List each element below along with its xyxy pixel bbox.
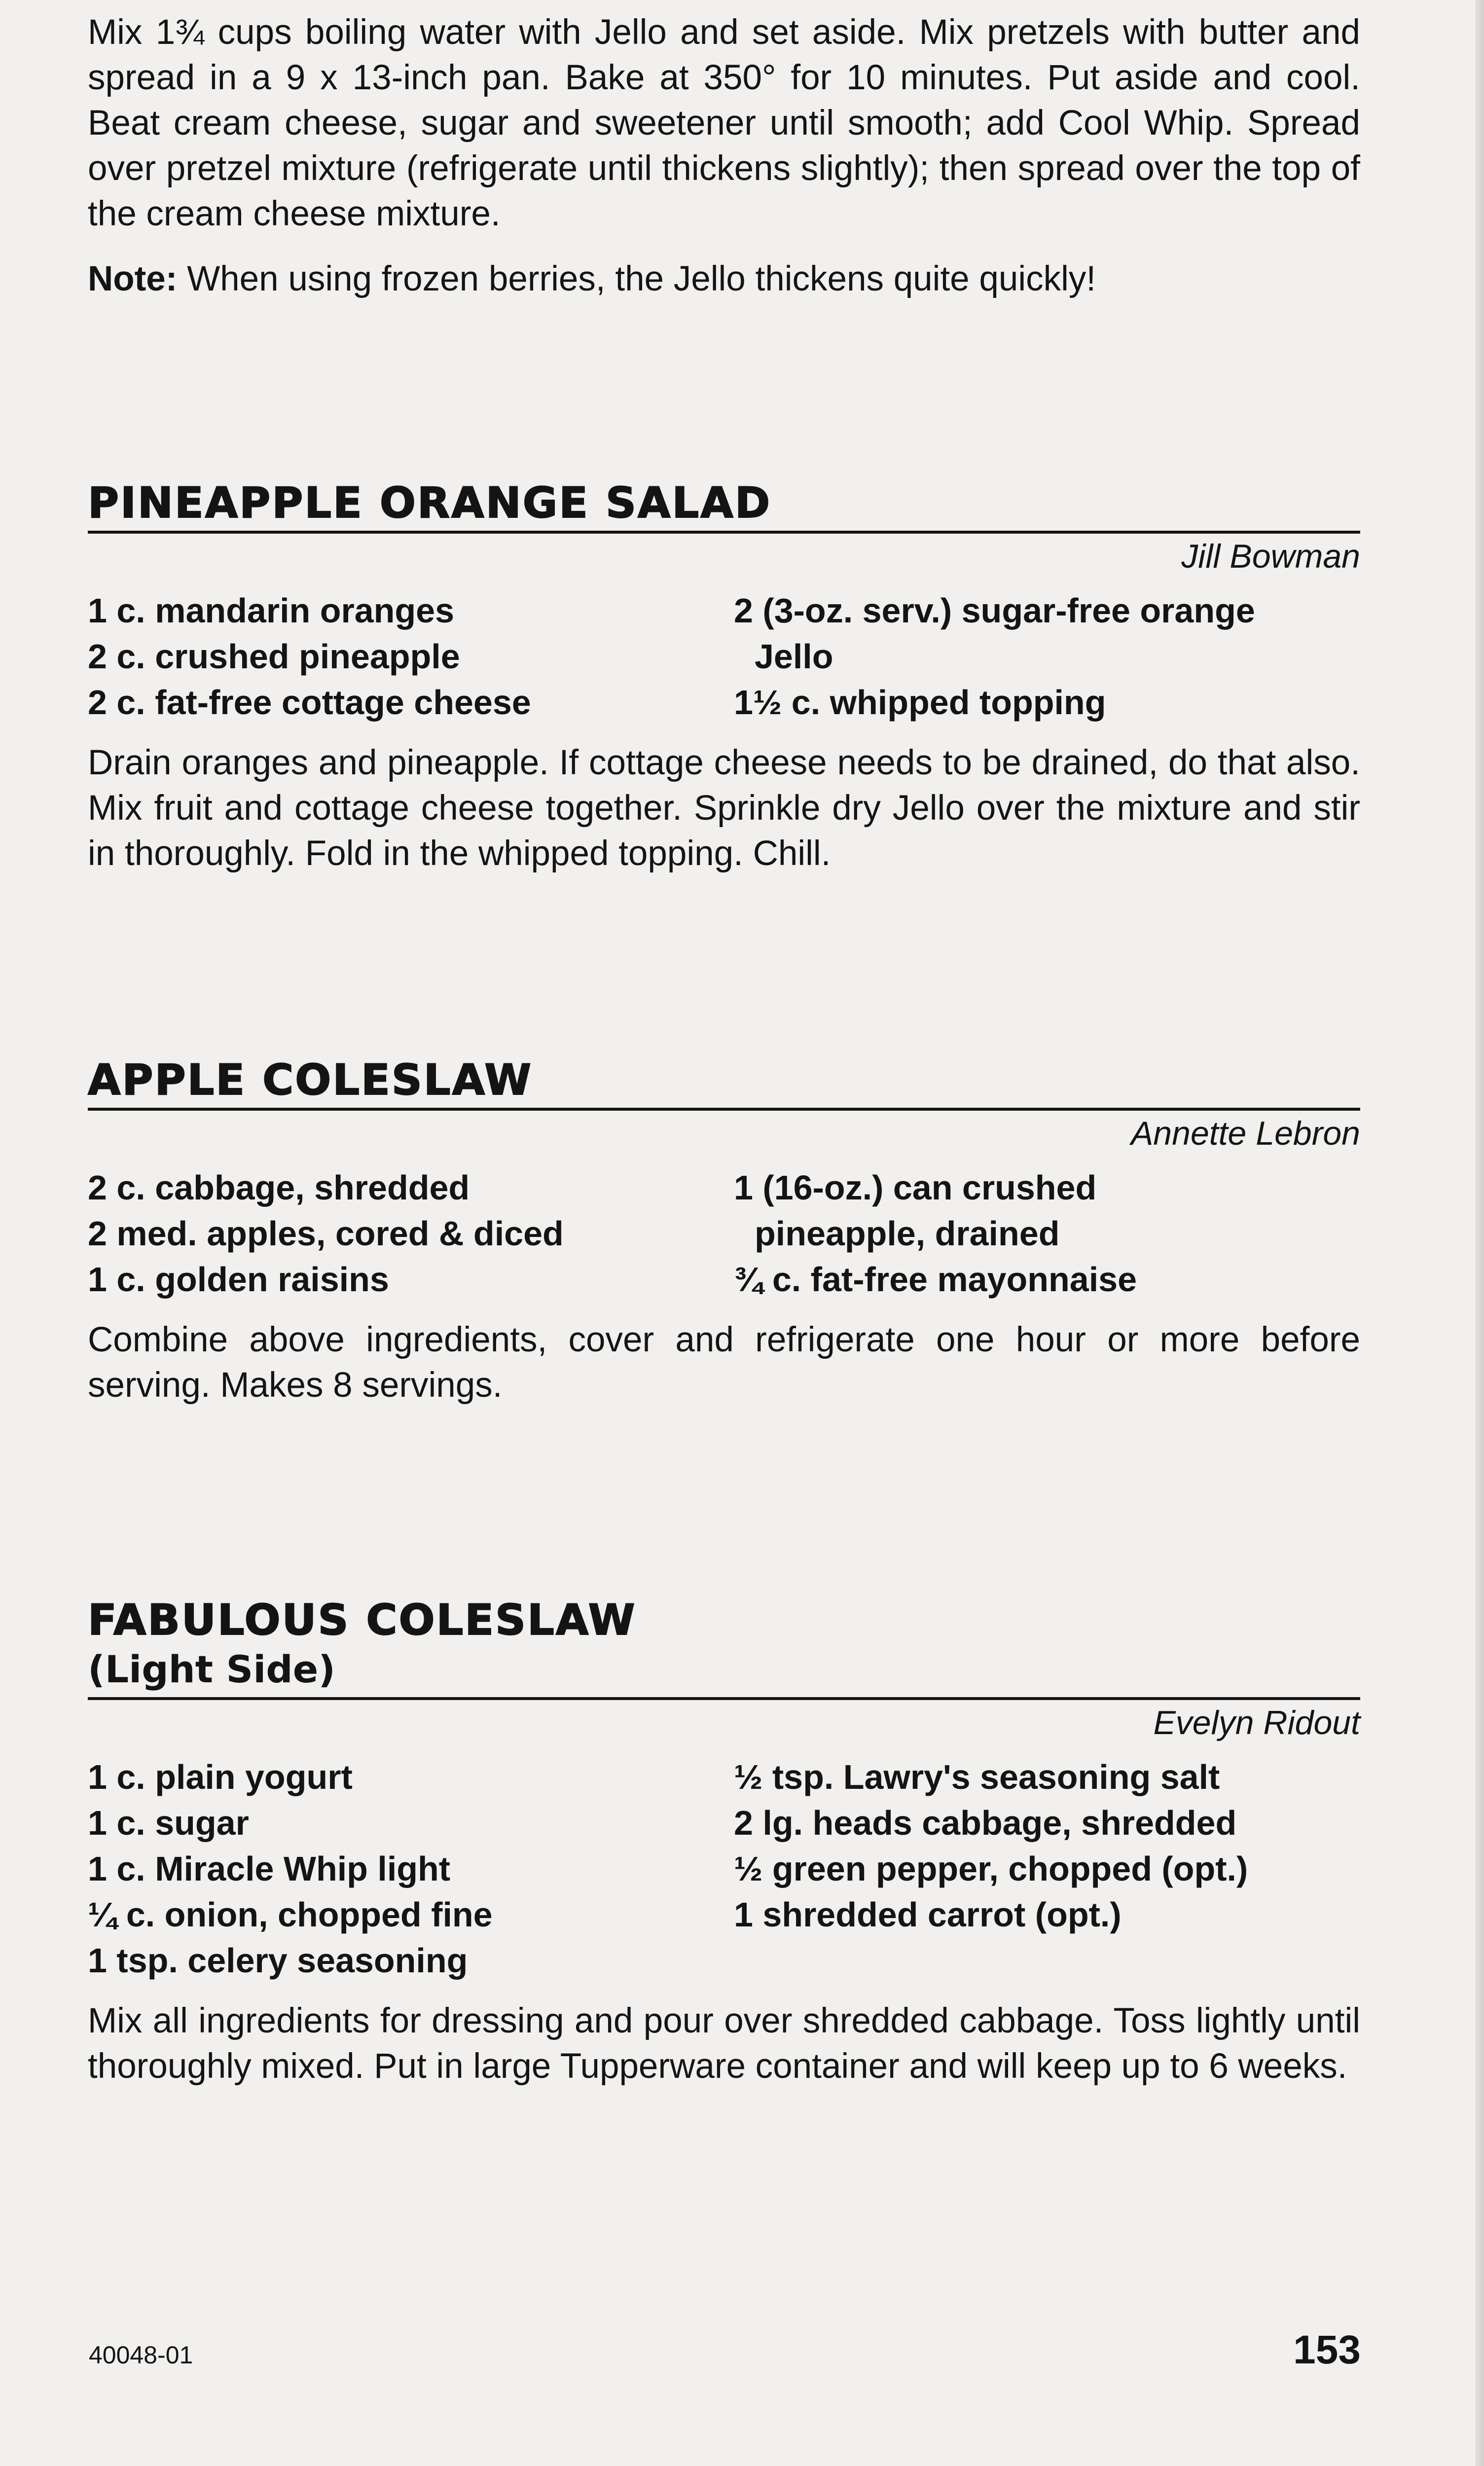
- ingredient-column-left: [88, 588, 714, 725]
- recipe-directions: Mix all ingredients for dressing and pour over shredded cabbage. Toss lightly until thoroughly mixed. Put in large Tupperware container and will keep up to 6 weeks.: [88, 2001, 1360, 2086]
- ingredient: pineapple, drained: [755, 1214, 1060, 1253]
- recipe-author: Annette Lebron: [1130, 1115, 1360, 1152]
- ingredient: 1 c. plain yogurt: [88, 1758, 353, 1796]
- page-number: 153: [1293, 2327, 1361, 2372]
- ingredient-column-right: [714, 1754, 1360, 1984]
- footer-code: 40048-01: [89, 2341, 193, 2369]
- ingredient: 1 c. mandarin oranges: [88, 591, 455, 630]
- ingredient: 1 shredded carrot (opt.): [734, 1895, 1122, 1934]
- recipe-fabulous-coleslaw: [88, 1596, 1360, 2089]
- ingredient: 2 (3-oz. serv.) sugar-free orange: [734, 591, 1255, 630]
- ingredient: ¼ c. onion, chopped fine: [88, 1895, 493, 1934]
- ingredient-column-left: [88, 1754, 714, 1984]
- ingredient: 2 c. cabbage, shredded: [88, 1168, 470, 1207]
- ingredient: 1 (16-oz.) can crushed: [734, 1168, 1097, 1207]
- previous-recipe-directions: Mix 1¾ cups boiling water with Jello and set aside. Mix pretzels with butter and spread in a 9 x 13-inch pan. Bake at 350° for 10 minutes. Put aside and cool. Beat cream cheese, sugar and sweetener until smooth; add Cool Whip. Spread over pretzel mixture (refrigerate until thickens slightly); then spread over the top of the cream cheese mixture.: [88, 13, 1360, 233]
- recipe-directions: Drain oranges and pineapple. If cottage cheese needs to be drained, do that also. Mix fruit and cottage cheese together. Sprinkle dry Jello over the mixture and stir in thoroughly. Fold in the whipped topping. Chill.: [88, 743, 1360, 873]
- ingredient: 2 lg. heads cabbage, shredded: [734, 1804, 1237, 1842]
- ingredient: 1 c. sugar: [88, 1804, 249, 1842]
- ingredient: ¾ c. fat-free mayonnaise: [734, 1260, 1137, 1299]
- recipe-title: FABULOUS COLESLAW: [88, 1596, 637, 1645]
- recipe-author: Evelyn Ridout: [1153, 1704, 1360, 1741]
- recipe-apple-coleslaw: [88, 1055, 1360, 1408]
- recipe-title: APPLE COLESLAW: [88, 1055, 533, 1105]
- ingredient-column-right: [714, 588, 1360, 725]
- ingredient: 2 med. apples, cored & diced: [88, 1214, 564, 1253]
- ingredient: Jello: [755, 637, 833, 676]
- recipe-directions: Combine above ingredients, cover and refrigerate one hour or more before serving. Makes 8 servings.: [88, 1320, 1360, 1405]
- ingredient-list: [88, 588, 1360, 725]
- ingredient: 2 c. crushed pineapple: [88, 637, 460, 676]
- recipe-subtitle: (Light Side): [88, 1647, 335, 1691]
- ingredient: 1 tsp. celery seasoning: [88, 1941, 468, 1980]
- ingredient: ½ tsp. Lawry's seasoning salt: [734, 1758, 1220, 1796]
- ingredient: 2 c. fat-free cottage cheese: [88, 683, 531, 722]
- ingredient-column-right: [714, 1165, 1360, 1303]
- note-text: When using frozen berries, the Jello thickens quite quickly!: [177, 259, 1096, 298]
- ingredient: 1 c. golden raisins: [88, 1260, 389, 1299]
- note-label: Note:: [88, 259, 178, 298]
- previous-recipe-note: [88, 256, 1360, 302]
- ingredient-list: [88, 1754, 1360, 1984]
- ingredient-column-left: [88, 1165, 714, 1303]
- ingredient: 1½ c. whipped topping: [734, 683, 1106, 722]
- previous-recipe-continuation: [88, 10, 1360, 302]
- recipe-title: PINEAPPLE ORANGE SALAD: [88, 478, 772, 528]
- ingredient: 1 c. Miracle Whip light: [88, 1850, 451, 1888]
- ingredient: ½ green pepper, chopped (opt.): [734, 1850, 1248, 1888]
- recipe-author: Jill Bowman: [1181, 538, 1360, 575]
- page-edge: [1475, 0, 1484, 2466]
- ingredient-list: [88, 1165, 1360, 1303]
- recipe-pineapple-orange-salad: [88, 478, 1360, 876]
